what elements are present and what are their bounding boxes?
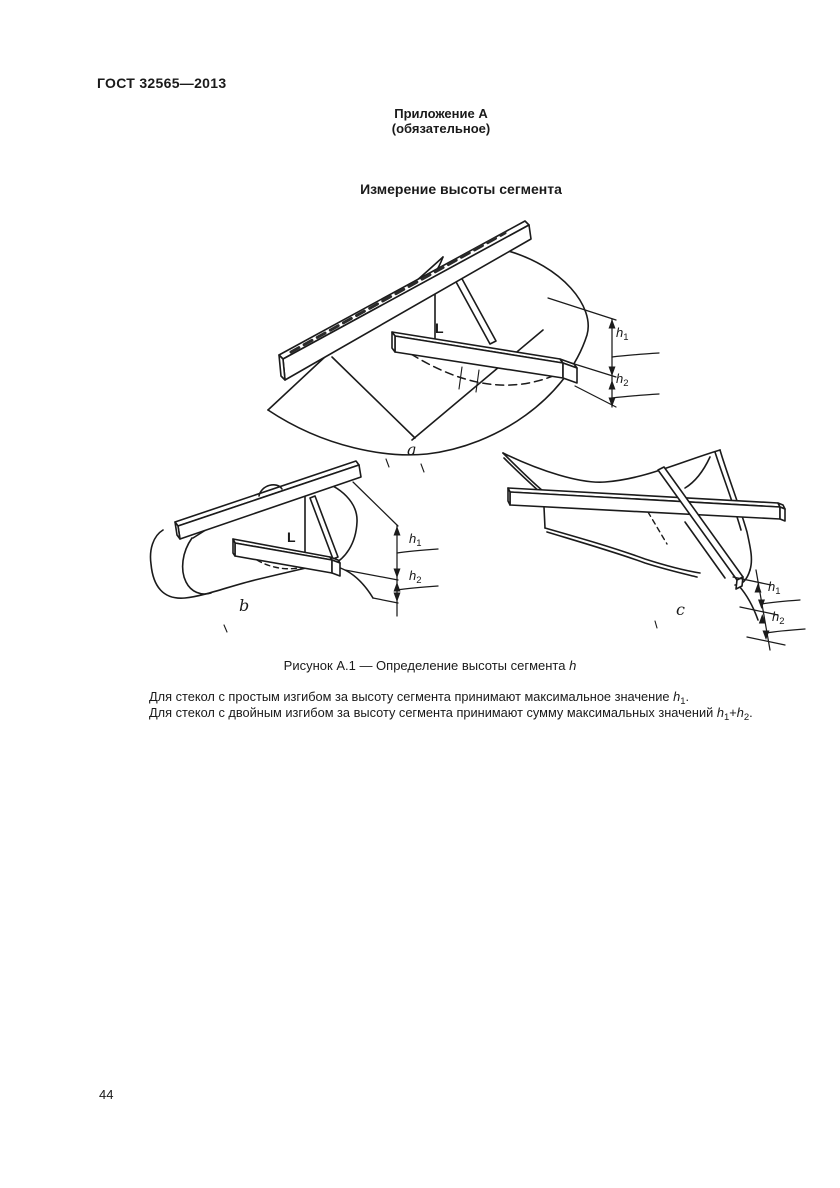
figure-a-dimensions <box>548 298 659 407</box>
h-symbol: h <box>716 704 724 720</box>
h-subscript: 1 <box>416 538 422 549</box>
figure-c-hidden-edge <box>648 512 667 544</box>
h-subscript: 2 <box>743 711 750 723</box>
figure-a-drawing <box>265 205 660 470</box>
figure-b-dim-h2 <box>409 568 422 586</box>
h-symbol: h <box>616 325 624 340</box>
h-symbol: h <box>736 704 744 720</box>
h-subscript: 2 <box>416 575 422 586</box>
figure-b-square-label: L <box>287 529 296 545</box>
figure-b-set-square <box>305 495 338 559</box>
figure-b-ruler <box>175 461 361 539</box>
h-symbol: h <box>409 568 417 583</box>
figure-a-sublabel: a <box>407 440 417 459</box>
standard-code: ГОСТ 32565—2013 <box>97 75 227 91</box>
h-subscript: 1 <box>623 332 629 343</box>
note-1-period: . <box>685 689 690 704</box>
h-symbol: h <box>616 371 624 386</box>
figure-b-sublabel: b <box>239 596 250 615</box>
figure-c-sublabel: c <box>676 600 685 619</box>
notes-block <box>149 689 753 721</box>
h-symbol: h <box>673 689 681 704</box>
figure-c-glass <box>503 450 758 620</box>
figure-a-dim-h1 <box>616 325 629 343</box>
h-subscript: 2 <box>779 616 785 627</box>
h-subscript: 1 <box>775 586 781 597</box>
figure-b-dimensions <box>345 482 438 616</box>
figure-caption <box>140 658 720 673</box>
figure-c-drawing <box>495 432 805 657</box>
stray-mark <box>224 625 227 632</box>
figure-a-straightedge <box>392 332 577 383</box>
figure-c-dim-h2 <box>772 609 785 627</box>
appendix-type: (обязательное) <box>391 121 491 136</box>
appendix-heading: Приложение А <box>394 106 488 121</box>
figure-a-square-label: L <box>435 320 444 336</box>
figure-c-ruler <box>508 488 785 521</box>
figure-caption-symbol: h <box>569 658 577 673</box>
figure-a-dim-h2 <box>616 371 629 389</box>
figure-c-dim-h1 <box>768 579 781 597</box>
figure-b-drawing <box>145 458 445 633</box>
note-2-plus: + <box>729 704 737 720</box>
h-symbol: h <box>772 609 780 624</box>
section-title: Измерение высоты сегмента <box>360 181 562 197</box>
note-2-period: . <box>749 704 753 720</box>
note-2-text: Для стекол с двойным изгибом за высоту сегмента принимают сумму максимальных значений <box>149 704 717 720</box>
h-subscript: 1 <box>680 696 686 707</box>
stray-mark <box>655 621 657 628</box>
note-line-2 <box>149 705 753 721</box>
page-number: 44 <box>99 1087 114 1102</box>
note-line-1 <box>149 689 753 705</box>
figure-b-dim-h1 <box>409 531 422 549</box>
note-1-text: Для стекол с простым изгибом за высоту сегмента принимают максимальное значение <box>149 689 674 704</box>
h-subscript: 1 <box>723 711 730 723</box>
h-symbol: h <box>409 531 417 546</box>
h-symbol: h <box>768 579 776 594</box>
h-subscript: 2 <box>623 378 629 389</box>
figure-caption-text: Рисунок А.1 — Определение высоты сегмента <box>283 658 570 673</box>
